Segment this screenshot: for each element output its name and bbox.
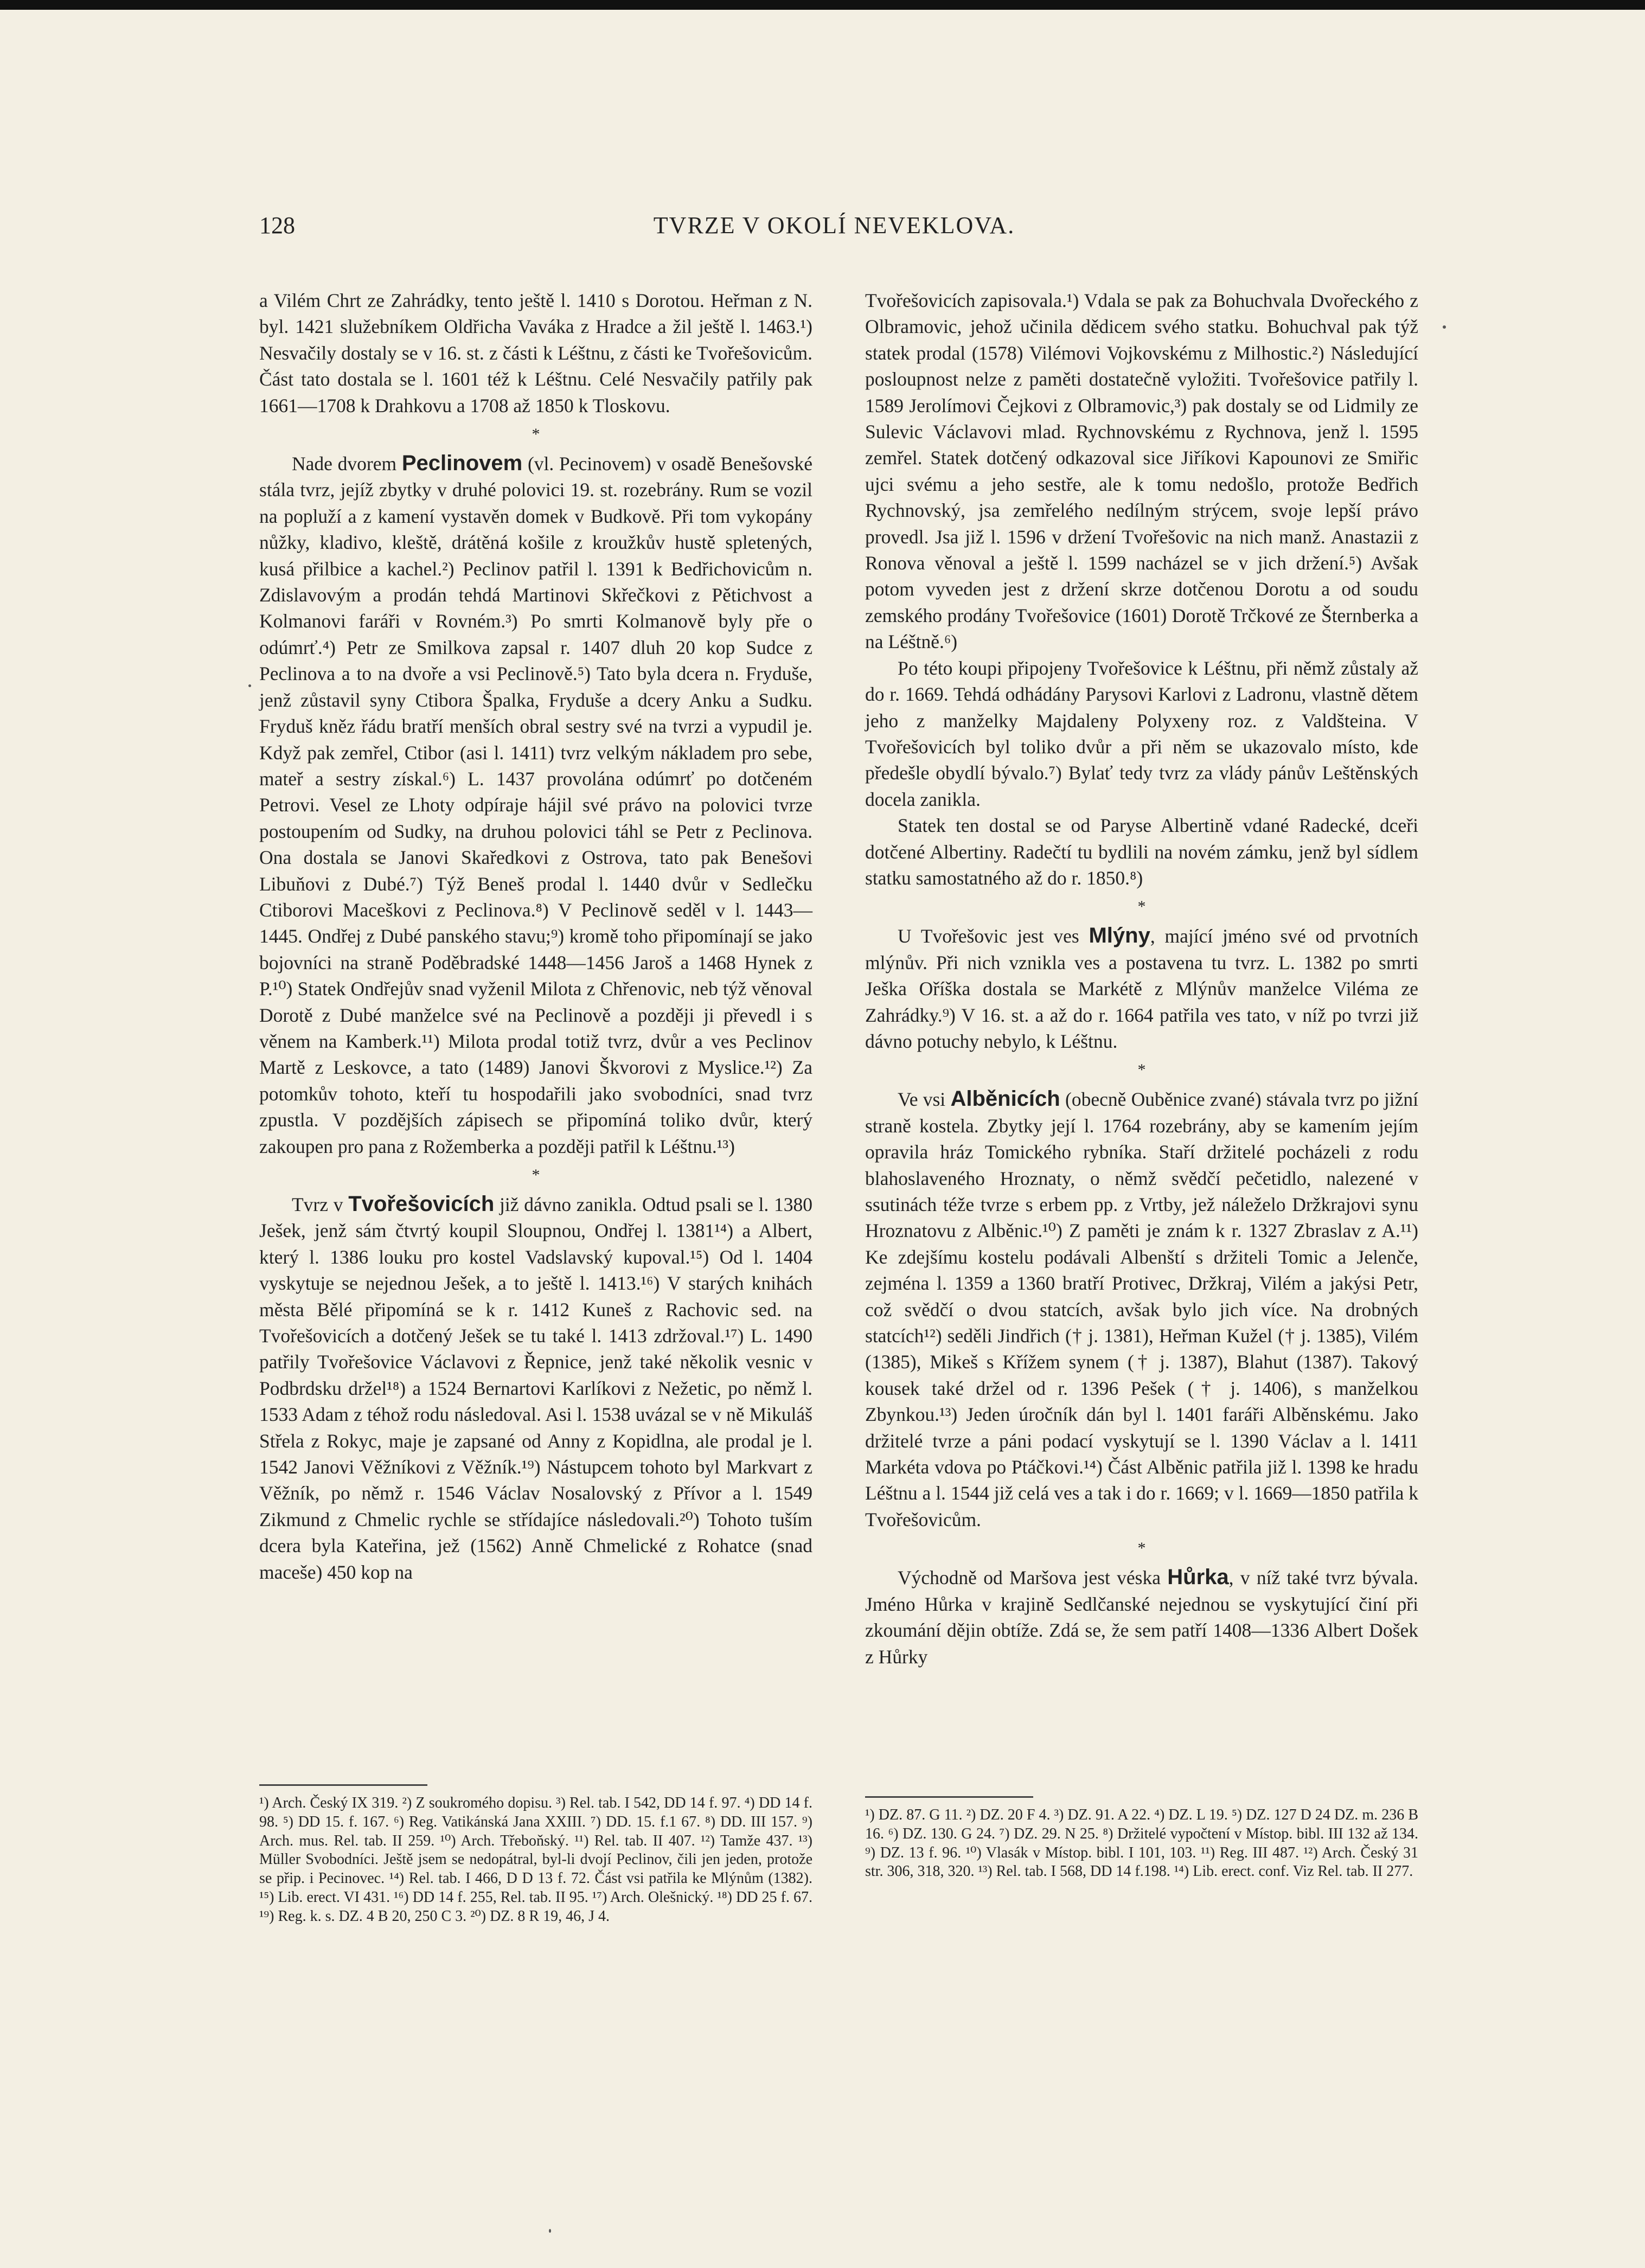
paragraph-tvoresovice-cont: Tvořešovicích zapisovala.¹) Vdala se pak za Bohuchvala Dvořeckého z Olbramovic, jehož učinila dědicem svého statku. Bohuchval pak týž statek prodal (1578) Vilémovi Vojkovskému z Milhostic.²) Následující posloupnost nelze z paměti dostatečně vyložiti. Tvořešovice patřily l. 1589 Jerolímovi Čejkovi z Olbramovic,³) pak dostaly se od Lidmily ze Sulevic Václavovi mlad. Rychnovskému z Rychnova, jenž l. 1595 zemřel. Statek dotčený odkazoval sice Jiříkovi Kapounovi ze Smiřic ujci svému a jeho sestře, ale k tomu nedošlo, protože Bedřich Rychnovský, jsa zemřelého nedílným strýcem, svoje lepší právo provedl. Jsa již l. 1596 v držení Tvořešovic na nich manž. Anastazii z Ronova věnoval a ještě l. 1599 nacházel se v jich držení.⁵) Avšak potom vyveden jest z držení skrze dotčenou Dorotu a od soudu zemského prodány Tvořešovice (1601) Dorotě Trčkové ze Šternberka a na Léštně.⁶) — [865, 290, 1418, 653]
footnote-rule — [259, 1784, 427, 1786]
running-title: TVRZE V OKOLÍ NEVEKLOVA. — [653, 212, 1015, 239]
section-separator: * — [1137, 1061, 1146, 1079]
scan-speck — [1443, 325, 1446, 329]
scan-top-edge — [0, 0, 1645, 10]
place-name-mlyny: Mlýny — [1089, 924, 1150, 948]
paragraph-lead: Východně od Maršova jest véska — [898, 1567, 1168, 1589]
place-name-hurka: Hůrka — [1167, 1565, 1229, 1590]
paragraph-lestno: Po této koupi připojeny Tvořešovice k Léštnu, při němž zůstaly až do r. 1669. Tehdá odhádány Parysovi Karlovi z Ladronu, vlastně dětem jeho z manželky Majdaleny Polyxeny roz. z Valdšteina. V Tvořešovicích byl toliko dvůr a při něm se ukazovalo místo, kde předešle obydlí bývalo.⁷) Bylať tedy tvrz za vlády pánův Leštěnských docela zanikla. — [865, 657, 1418, 810]
right-column — [865, 287, 1418, 1670]
left-column — [259, 287, 812, 1585]
paragraph-lead: Nade dvorem — [292, 453, 402, 475]
paragraph-hurka — [865, 1564, 1418, 1670]
paragraph-radecti: Statek ten dostal se od Paryse Albertině vdané Radecké, dceři dotčené Albertiny. Radečtí tu bydlili na novém zámku, jenž byl sídlem statku samostatného až do r. 1850.⁸) — [865, 815, 1418, 889]
scan-speck — [549, 2229, 551, 2233]
place-name-peclinov: Peclinovem — [401, 451, 523, 476]
paragraph-nesvacily: a Vilém Chrt ze Zahrádky, tento ještě l. 1410 s Dorotou. Heřman z N. byl. 1421 služebníkem Oldřicha Vaváka z Hradce a žil ještě l. 1463.¹) Nesvačily dostaly se v 16. st. z části k Léštnu, z části ke Tvořešovicům. Část tato dostala se l. 1601 též k Léštnu. Celé Nesvačily patřily pak 1661—1708 k Drahkovu a 1708 až 1850 k Tloskovu. — [259, 290, 812, 417]
paragraph-body: , v níž také tvrz bývala. Jméno Hůrka v krajině Sedlčanské nejednou se vyskytující činí při zkoumání dějin obtíže. Zdá se, že sem patří 1408—1336 Albert Došek z Hůrky — [865, 1567, 1418, 1668]
paragraph-albenice — [865, 1086, 1418, 1533]
section-separator: * — [1137, 1539, 1146, 1558]
section-separator: * — [1137, 898, 1146, 916]
paragraph-lead: U Tvořešovic jest ves — [898, 925, 1089, 947]
paragraph-body: (vl. Pecinovem) v osadě Benešovské stála tvrz, jejíž zbytky v druhé polovici 19. st. rozebrány. Rum se vozil na popluží a z kamení vystavěn domek v Budkově. Při tom vykopány nůžky, kladivo, kleště, drátěná košile z kroužkův hustě spletených, kusá přilbice a kachel.²) Peclinov patřil l. 1391 k Bedřichovicům n. Zdislavovým a prodán tehdá Martinovi Skřečkovi z Pětichvost a Kolmanovi faráři v Rovném.³) Po smrti Kolmanově byly pře o odúmrť.⁴) Petr ze Smilkova zapsal r. 1407 dluh 20 kop Sudce z Peclinova a to na dvoře a vsi Peclinově.⁵) Tato byla dcera n. Fryduše, jenž zůstavil syny Ctibora Špalka, Fryduše a dcery Anku a Sudku. Fryduš kněz řádu bratří menších obral sestry své na tvrzi a vypudil je. Když pak zemřel, Ctibor (asi l. 1411) tvrz velkým nákladem pro sebe, mateř a sestry získal.⁶) L. 1437 provolána odúmrť po dotčeném Petrovi. Vesel ze Lhoty odpíraje hájil své právo na polovici tvrze postoupením od Sudky, na druhou polovici táhl se Petr z Peclinova. Ona dostala se Janovi Skaředkovi z Ostrova, tato pak Benešovi Libuňovi z Dubé.⁷) Týž Beneš prodal l. 1440 dvůr v Sedlečku Ctiborovi Maceškovi z Peclinova.⁸) V Peclinově seděl v l. 1443—1445. Ondřej z Dubé panského stavu;⁹) kromě toho připomínají se jako bojovníci na straně Poděbradské 1448—1456 Jaroš a 1468 Hynek z P.¹⁰) Statek Ondřejův snad vyženil Milota z Chřenovic, neb týž věnoval Dorotě z Dubé manželce své na Peclinově a později ji převedl i s věnem na Kamberk.¹¹) Milota prodal totiž tvrz, dvůr a ves Peclinov Martě z Leskovce, a tato (1489) Janovi Škvorovi z Myslice.¹²) Za potomkův tohoto, kteří tu hospodařili jako svobodníci, snad tvrz zpustla. V pozdějších zápisech se připomíná toliko dvůr, který zakoupen pro pana z Rožemberka a později patřil k Léštnu.¹³) — [259, 453, 812, 1157]
paragraph-peclinov — [259, 450, 812, 1159]
place-name-tvoresovice: Tvořešovicích — [348, 1192, 495, 1216]
section-separator: * — [532, 425, 540, 444]
section-separator: * — [532, 1166, 540, 1184]
paragraph-lead: Ve vsi — [898, 1088, 951, 1111]
paragraph-body: již dávno zanikla. Odtud psali se l. 1380 Ješek, jenž sám čtvrtý koupil Sloupnou, Ondřej l. 1381¹⁴) a Albert, který l. 1386 louku pro kostel Vadslavský kupoval.¹⁵) Od l. 1404 vyskytuje se nejednou Ješek, a to ještě l. 1413.¹⁶) V starých knihách města Bělé připomíná se k r. 1412 Kuneš z Rachovic sed. na Tvořešovicích a dotčený Ješek se tu také l. 1413 zdržoval.¹⁷) L. 1490 patřily Tvořešovice Václavovi z Řepnice, jenž také několik vesnic v Podbrdsku držel¹⁸) a 1524 Bernartovi Karlíkovi z Nežetic, po němž l. 1533 Adam z téhož rodu následoval. Asi l. 1538 uvázal se v ně Mikuláš Střela z Rokyc, maje je zapsané od Anny z Kopidlna, ale prodal je l. 1542 Janovi Věžníkovi z Věžník.¹⁹) Nástupcem tohoto byl Markvart z Věžník, po němž r. 1546 Václav Nosalovský z Přívor a l. 1549 Zikmund z Chmelic rychle se střídajíce následovali.²⁰) Tohoto tuším dcera byla Kateřina, jež (1562) Anně Chmelické z Rohatce (snad maceše) 450 kop na — [259, 1194, 812, 1583]
paragraph-tvoresovice — [259, 1191, 812, 1585]
paragraph-lead: Tvrz v — [292, 1194, 349, 1215]
footnote-rule — [865, 1796, 1033, 1798]
paragraph-body: , mající jméno své od prvotních mlýnův. Při nich vznikla ves a postavena tu tvrz. L. 1382 po smrti Ješka Oříška dostala se Markétě z Mlýnův manželce Viléma ze Zahrádky.⁹) V 16. st. a až do r. 1664 patřila ves tato, v níž po tvrzi již dávno potuchy nebylo, k Léštnu. — [865, 925, 1418, 1052]
page-number: 128 — [259, 212, 295, 239]
scan-speck — [248, 684, 251, 687]
footnotes-left: ¹) Arch. Český IX 319. ²) Z soukromého dopisu. ³) Rel. tab. I 542, DD 14 f. 97. ⁴) DD 14 f. 98. ⁵) DD 15. f. 167. ⁶) Reg. Vatikánská Jana XXIII. ⁷) DD. 15. f.1 67. ⁸) DD. III 157. ⁹) Arch. mus. Rel. tab. II 259. ¹⁰) Arch. Třeboňský. ¹¹) Rel. tab. II 407. ¹²) Tamže 437. ¹³) Müller Svobodníci. Ještě jsem se nedopátral, byl-li dvojí Peclinov, čili jen jeden, protože se přip. i Pecinovec. ¹⁴) Rel. tab. I 466, D D 13 f. 72. Část vsi patřila ke Mlýnům (1382). ¹⁵) Lib. erect. VI 431. ¹⁶) DD 14 f. 255, Rel. tab. II 95. ¹⁷) Arch. Olešnický. ¹⁸) DD 25 f. 67. ¹⁹) Reg. k. s. DZ. 4 B 20, 250 C 3. ²⁰) DZ. 8 R 19, 46, J 4. — [259, 1795, 812, 1925]
paragraph-mlyny — [865, 922, 1418, 1054]
page-header — [259, 212, 1409, 249]
paragraph-body: (obecně Ouběnice zvané) stávala tvrz po jižní straně kostela. Zbytky její l. 1764 rozebrány, aby se kamením jejím opravila hráz Tomického rybníka. Staří držitelé pocházeli z rodu blahoslaveného Hroznaty, o němž svědčí pečetidlo, nalezené v ssutinách téže tvrze s erbem pp. z Vrtby, jež náleželo Držkrajovi synu Hroznatovu z Alběnic.¹⁰) Z paměti je znám k r. 1327 Zbraslav z A.¹¹) Ke zdejšímu kostelu podávali Albenští s držiteli Tomic a Jelenče, zejména l. 1359 a 1360 bratří Protivec, Držkraj, Vilém a jakýsi Petr, což svědčí o dvou statcích, avšak bylo jich více. Na drobných statcích¹²) seděli Jindřich († j. 1381), Heřman Kužel († j. 1385), Vilém (1385), Mikeš s Křížem synem († j. 1387), Blahut (1387). Takový kousek také držel od r. 1396 Pešek († j. 1406), s manželkou Zbynkou.¹³) Jeden úročník dán byl l. 1401 faráři Alběnskému. Jako držitelé tvrze a páni podací vyskytují se l. 1390 Václav a l. 1411 Markéta vdova po Ptáčkovi.¹⁴) Část Alběnic patřila již l. 1398 ke hradu Léštnu a l. 1544 již celá ves a tak i do r. 1669; v l. 1669—1850 patřila k Tvořešovicům. — [865, 1088, 1418, 1530]
footnotes-right: ¹) DZ. 87. G 11. ²) DZ. 20 F 4. ³) DZ. 91. A 22. ⁴) DZ. L 19. ⁵) DZ. 127 D 24 DZ. m. 236 B 16. ⁶) DZ. 130. G 24. ⁷) DZ. 29. N 25. ⁸) Držitelé vypočtení v Místop. bibl. III 132 až 134. ⁹) DZ. 13 f. 96. ¹⁰) Vlasák v Místop. bibl. I 101, 103. ¹¹) Reg. III 487. ¹²) Arch. Český 31 str. 306, 318, 320. ¹³) Rel. tab. I 568, DD 14 f.198. ¹⁴) Lib. erect. conf. Viz Rel. tab. II 277. — [865, 1806, 1418, 1880]
place-name-albenice: Alběnicích — [950, 1087, 1060, 1111]
